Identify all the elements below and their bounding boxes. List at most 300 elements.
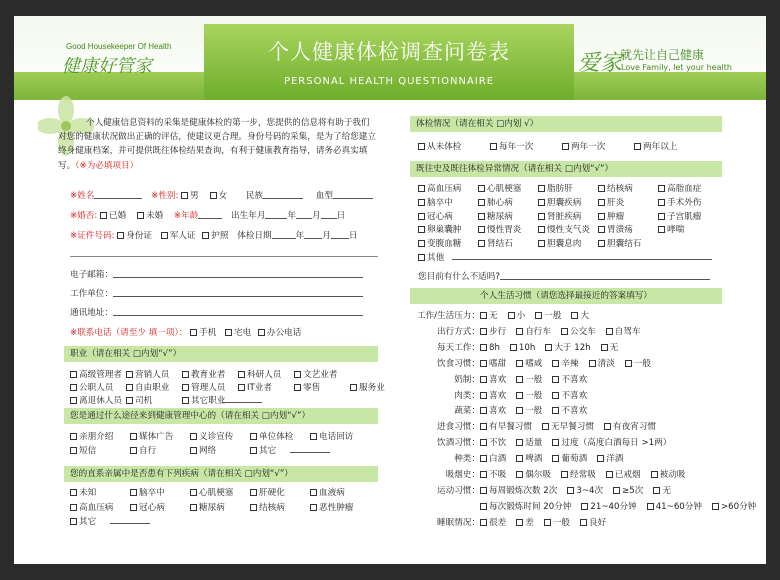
- checkbox-option[interactable]: [310, 501, 353, 513]
- checkbox-icon[interactable]: [598, 199, 605, 206]
- checkbox-option[interactable]: [712, 500, 756, 512]
- checkbox-icon[interactable]: [190, 489, 197, 496]
- birth-day-field[interactable]: [321, 210, 337, 219]
- ethnicity-field[interactable]: [263, 190, 303, 199]
- checkbox-option[interactable]: [250, 501, 285, 513]
- checkbox-icon[interactable]: [516, 455, 523, 462]
- checkbox-option[interactable]: [598, 182, 633, 194]
- birth-year-field[interactable]: [265, 210, 287, 219]
- checkbox-option[interactable]: [480, 468, 506, 480]
- checkbox-option[interactable]: [598, 196, 624, 208]
- checkbox-icon[interactable]: [190, 447, 197, 454]
- checkbox-icon[interactable]: [100, 212, 107, 219]
- checkbox-icon[interactable]: [658, 213, 665, 220]
- checkbox-option[interactable]: [250, 486, 285, 498]
- checkbox-icon[interactable]: [478, 240, 485, 247]
- checkbox-icon[interactable]: [190, 504, 197, 511]
- habit-row: [410, 452, 633, 464]
- checkbox-option[interactable]: [480, 436, 506, 448]
- checkbox-option[interactable]: [480, 452, 506, 464]
- checkbox-icon[interactable]: [480, 503, 487, 510]
- male-option[interactable]: 男: [181, 189, 199, 201]
- habit-row: [410, 404, 597, 416]
- checkbox-icon[interactable]: [182, 384, 189, 391]
- checkbox-option[interactable]: [658, 182, 701, 194]
- option-label: 零售: [303, 383, 321, 393]
- checkbox-icon[interactable]: [418, 254, 425, 261]
- checkbox-icon[interactable]: [478, 213, 485, 220]
- checkbox-option[interactable]: [238, 368, 281, 380]
- checkbox-option[interactable]: [490, 140, 533, 152]
- checkbox-option[interactable]: [561, 468, 596, 480]
- checkbox-icon[interactable]: [589, 360, 596, 367]
- checkbox-option[interactable]: [516, 357, 542, 369]
- passport-option[interactable]: 护照: [202, 229, 228, 241]
- checkbox-icon[interactable]: [480, 392, 487, 399]
- checkbox-option[interactable]: [480, 404, 506, 416]
- checkbox-option[interactable]: [126, 368, 169, 380]
- checkbox-icon[interactable]: [598, 213, 605, 220]
- checkbox-icon[interactable]: [538, 199, 545, 206]
- address-field[interactable]: [113, 307, 363, 316]
- habit-row: [410, 325, 651, 337]
- checkbox-option[interactable]: [606, 468, 641, 480]
- option-label: 大于 12h: [554, 342, 591, 353]
- checkbox-icon[interactable]: [581, 503, 588, 510]
- checkbox-icon[interactable]: [418, 213, 425, 220]
- checkbox-option[interactable]: [480, 389, 506, 401]
- option-label: 白酒: [489, 454, 507, 465]
- checkbox-option[interactable]: [601, 341, 619, 353]
- option-label: 良好: [589, 517, 607, 528]
- checkbox-icon[interactable]: [480, 376, 487, 383]
- checkbox-icon[interactable]: [510, 344, 517, 351]
- habit-label: 奶制：: [454, 374, 480, 385]
- email-label: 电子邮箱：: [70, 270, 113, 280]
- checkbox-icon[interactable]: [70, 518, 77, 525]
- checkbox-option[interactable]: [613, 484, 643, 496]
- checkbox-icon[interactable]: [181, 192, 188, 199]
- checkbox-icon[interactable]: [70, 384, 77, 391]
- checkbox-icon[interactable]: [418, 185, 425, 192]
- checkbox-icon[interactable]: [478, 226, 485, 233]
- home-phone-option[interactable]: 宅电: [225, 326, 251, 338]
- checkbox-option[interactable]: [516, 389, 542, 401]
- required-note: （※为必填项目）: [75, 160, 139, 171]
- checkbox-icon[interactable]: [653, 487, 660, 494]
- checkbox-option[interactable]: [658, 196, 701, 208]
- checkbox-icon[interactable]: [70, 371, 77, 378]
- checkbox-option[interactable]: [310, 430, 353, 442]
- checkbox-icon[interactable]: [190, 433, 197, 440]
- checkbox-icon[interactable]: [310, 433, 317, 440]
- checkbox-option[interactable]: [653, 484, 671, 496]
- checkbox-icon[interactable]: [542, 423, 549, 430]
- checkbox-option[interactable]: [478, 223, 521, 235]
- officer-card-option[interactable]: 军人证: [161, 229, 196, 241]
- checkbox-icon[interactable]: [552, 376, 559, 383]
- checkbox-icon[interactable]: [480, 487, 487, 494]
- checkbox-option[interactable]: [478, 196, 513, 208]
- checkbox-icon[interactable]: [130, 447, 137, 454]
- checkbox-icon[interactable]: [480, 471, 487, 478]
- checkbox-option[interactable]: [418, 237, 461, 249]
- checkbox-icon[interactable]: [552, 407, 559, 414]
- checkbox-option[interactable]: [580, 516, 606, 528]
- id-card-option[interactable]: 身份证: [117, 229, 152, 241]
- checkbox-option[interactable]: [552, 373, 587, 385]
- checkbox-option[interactable]: [418, 210, 453, 222]
- checkbox-option[interactable]: [130, 501, 165, 513]
- other-fill-line[interactable]: [222, 394, 262, 403]
- checkbox-icon[interactable]: [480, 407, 487, 414]
- checkbox-option[interactable]: [598, 210, 624, 222]
- checkbox-option[interactable]: [562, 140, 605, 152]
- checkbox-icon[interactable]: [161, 232, 168, 239]
- checkbox-option[interactable]: [130, 444, 156, 456]
- checkbox-icon[interactable]: [130, 433, 137, 440]
- checkbox-icon[interactable]: [190, 329, 197, 336]
- checkbox-icon[interactable]: [182, 397, 189, 404]
- other-fill-line[interactable]: [110, 515, 150, 524]
- checkbox-option[interactable]: [552, 404, 587, 416]
- checkbox-option[interactable]: [552, 357, 578, 369]
- intro-text: 个人健康信息资料的采集是健康体检的第一步，您提供的信息将有助于我们对您的健康状况做出正确的评估，使建议更合理。身份号码的采集，是为了给您建立终身健康档案，并可提供既往体检结果查询，有利于健康教育指导，请务必真实填写。: [58, 118, 376, 171]
- checkbox-icon[interactable]: [294, 384, 301, 391]
- checkbox-option[interactable]: [516, 436, 542, 448]
- checkbox-icon[interactable]: [418, 226, 425, 233]
- checkbox-option[interactable]: [480, 343, 500, 353]
- checkbox-option[interactable]: [516, 325, 551, 337]
- checkbox-option[interactable]: [190, 501, 225, 513]
- checkbox-icon[interactable]: [538, 213, 545, 220]
- checkbox-icon[interactable]: [606, 471, 613, 478]
- checkbox-icon[interactable]: [130, 489, 137, 496]
- checkbox-icon[interactable]: [561, 328, 568, 335]
- checkbox-icon[interactable]: [182, 371, 189, 378]
- checkbox-option[interactable]: [190, 444, 216, 456]
- checkbox-icon[interactable]: [545, 344, 552, 351]
- checkbox-option[interactable]: [478, 182, 521, 194]
- checkbox-option[interactable]: [589, 357, 615, 369]
- exam-year-field[interactable]: [272, 230, 296, 239]
- checkbox-option[interactable]: [544, 516, 570, 528]
- checkbox-icon[interactable]: [567, 487, 574, 494]
- checkbox-option[interactable]: [480, 325, 506, 337]
- checkbox-icon[interactable]: [634, 143, 641, 150]
- checkbox-option[interactable]: [516, 516, 534, 528]
- checkbox-icon[interactable]: [418, 199, 425, 206]
- mobile-option[interactable]: 手机: [190, 326, 216, 338]
- checkbox-option[interactable]: [480, 484, 557, 496]
- checkbox-option[interactable]: [598, 237, 641, 249]
- checkbox-icon[interactable]: [516, 471, 523, 478]
- checkbox-icon[interactable]: [604, 423, 611, 430]
- checkbox-icon[interactable]: [647, 503, 654, 510]
- checkbox-icon[interactable]: [625, 360, 632, 367]
- checkbox-icon[interactable]: [137, 212, 144, 219]
- option-label: 不饮: [489, 438, 507, 449]
- checkbox-option[interactable]: [647, 500, 702, 512]
- option-label: 冠心病: [139, 502, 165, 513]
- checkbox-icon[interactable]: [597, 455, 604, 462]
- checkbox-option[interactable]: [70, 381, 113, 393]
- checkbox-option[interactable]: [516, 404, 542, 416]
- checkbox-icon[interactable]: [658, 226, 665, 233]
- checkbox-icon[interactable]: [606, 328, 613, 335]
- checkbox-icon[interactable]: [350, 384, 357, 391]
- checkbox-icon[interactable]: [258, 329, 265, 336]
- checkbox-option[interactable]: [508, 309, 526, 321]
- checkbox-option[interactable]: [238, 381, 272, 393]
- other-fill-line[interactable]: [290, 444, 330, 453]
- checkbox-icon[interactable]: [516, 360, 523, 367]
- checkbox-icon[interactable]: [516, 392, 523, 399]
- checkbox-option[interactable]: [538, 210, 581, 222]
- checkbox-option[interactable]: [606, 325, 641, 337]
- checkbox-option[interactable]: [658, 223, 684, 235]
- checkbox-option[interactable]: [190, 486, 233, 498]
- checkbox-icon[interactable]: [538, 240, 545, 247]
- checkbox-option[interactable]: [538, 237, 581, 249]
- checkbox-icon[interactable]: [70, 447, 77, 454]
- checkbox-icon[interactable]: [70, 433, 77, 440]
- checkbox-option[interactable]: [130, 430, 173, 442]
- checkbox-option[interactable]: [250, 444, 276, 456]
- checkbox-icon[interactable]: [480, 328, 487, 335]
- female-option[interactable]: 女: [210, 189, 228, 201]
- checkbox-option[interactable]: [310, 486, 345, 498]
- checkbox-icon[interactable]: [535, 312, 542, 319]
- habit-row: [410, 420, 666, 432]
- option-label: 一般: [633, 358, 652, 369]
- checkbox-option[interactable]: [561, 325, 596, 337]
- checkbox-option[interactable]: [478, 237, 513, 249]
- checkbox-icon[interactable]: [480, 439, 487, 446]
- option-label: 有夜宵习惯: [612, 422, 656, 433]
- checkbox-option[interactable]: [552, 452, 587, 464]
- checkbox-icon[interactable]: [480, 344, 487, 351]
- checkbox-icon[interactable]: [571, 312, 578, 319]
- checkbox-icon[interactable]: [480, 519, 487, 526]
- checkbox-icon[interactable]: [126, 397, 133, 404]
- exam-month-field[interactable]: [304, 230, 322, 239]
- checkbox-option[interactable]: [182, 394, 225, 406]
- checkbox-option[interactable]: [538, 182, 573, 194]
- checkbox-icon[interactable]: [250, 447, 257, 454]
- checkbox-option[interactable]: [545, 341, 590, 353]
- checkbox-option[interactable]: [552, 436, 671, 448]
- checkbox-option[interactable]: [294, 381, 320, 393]
- birth-month-field[interactable]: [296, 210, 312, 219]
- checkbox-icon[interactable]: [516, 439, 523, 446]
- checkbox-icon[interactable]: [70, 397, 77, 404]
- checkbox-option[interactable]: [567, 484, 603, 496]
- checkbox-option[interactable]: [538, 196, 581, 208]
- channel-section-header: 您是通过什么途径来到健康管理中心的（请在相关 □内划“√”）: [64, 408, 378, 424]
- checkbox-option[interactable]: [182, 368, 225, 380]
- checkbox-option[interactable]: [480, 309, 498, 321]
- checkbox-option[interactable]: [538, 223, 590, 235]
- checkbox-icon[interactable]: [480, 360, 487, 367]
- checkbox-icon[interactable]: [70, 504, 77, 511]
- option-label: 肺心病: [487, 197, 513, 208]
- checkbox-icon[interactable]: [598, 185, 605, 192]
- checkbox-option[interactable]: [70, 430, 113, 442]
- checkbox-icon[interactable]: [598, 240, 605, 247]
- option-label: 从未体检: [427, 142, 462, 152]
- checkbox-icon[interactable]: [516, 328, 523, 335]
- checkbox-icon[interactable]: [126, 384, 133, 391]
- checkbox-option[interactable]: [418, 223, 461, 235]
- checkbox-icon[interactable]: [225, 329, 232, 336]
- email-row: [70, 268, 363, 280]
- checkbox-icon[interactable]: [658, 199, 665, 206]
- unmarried-option[interactable]: 未婚: [137, 209, 163, 221]
- checkbox-icon[interactable]: [490, 143, 497, 150]
- checkbox-icon[interactable]: [613, 487, 620, 494]
- checkbox-icon[interactable]: [210, 192, 217, 199]
- checkbox-option[interactable]: [418, 196, 453, 208]
- checkbox-option[interactable]: [510, 343, 535, 353]
- checkbox-icon[interactable]: [598, 226, 605, 233]
- checkbox-option[interactable]: [418, 140, 461, 152]
- checkbox-icon[interactable]: [552, 455, 559, 462]
- checkbox-icon[interactable]: [480, 312, 487, 319]
- age-field[interactable]: [198, 210, 222, 219]
- checkbox-option[interactable]: [70, 486, 96, 498]
- checkbox-option[interactable]: [597, 452, 623, 464]
- checkbox-icon[interactable]: [516, 519, 523, 526]
- checkbox-option[interactable]: [126, 381, 169, 393]
- checkbox-icon[interactable]: [250, 433, 257, 440]
- checkbox-icon[interactable]: [130, 504, 137, 511]
- checkbox-icon[interactable]: [552, 439, 559, 446]
- checkbox-option[interactable]: [294, 368, 337, 380]
- checkbox-icon[interactable]: [538, 185, 545, 192]
- checkbox-option[interactable]: [516, 468, 551, 480]
- checkbox-option[interactable]: [516, 373, 542, 385]
- checkbox-icon[interactable]: [310, 504, 317, 511]
- checkbox-option[interactable]: [70, 368, 122, 380]
- office-phone-option[interactable]: 办公电话: [258, 326, 301, 338]
- checkbox-icon[interactable]: [552, 360, 559, 367]
- checkbox-icon[interactable]: [310, 489, 317, 496]
- checkbox-icon[interactable]: [238, 371, 245, 378]
- checkbox-option[interactable]: [651, 468, 686, 480]
- checkbox-icon[interactable]: [516, 407, 523, 414]
- checkbox-icon[interactable]: [658, 185, 665, 192]
- option-label: 适量: [525, 438, 543, 449]
- checkbox-option[interactable]: [70, 444, 96, 456]
- checkbox-option[interactable]: [70, 394, 122, 406]
- checkbox-option[interactable]: [480, 420, 532, 432]
- checkbox-option[interactable]: [130, 486, 165, 498]
- checkbox-option[interactable]: [70, 501, 113, 513]
- blood-type-field[interactable]: [333, 190, 373, 199]
- checkbox-icon[interactable]: [238, 384, 245, 391]
- checkbox-icon[interactable]: [601, 344, 608, 351]
- checkbox-icon[interactable]: [478, 185, 485, 192]
- checkbox-icon[interactable]: [250, 489, 257, 496]
- checkbox-option[interactable]: [516, 452, 542, 464]
- option-label: 一般: [525, 390, 543, 401]
- checkbox-option[interactable]: [480, 357, 506, 369]
- uncomfortable-field[interactable]: [500, 271, 710, 280]
- checkbox-option[interactable]: [598, 223, 633, 235]
- checkbox-option[interactable]: [552, 389, 587, 401]
- email-field[interactable]: [113, 269, 363, 278]
- checkbox-icon[interactable]: [562, 143, 569, 150]
- checkbox-icon[interactable]: [478, 199, 485, 206]
- checkbox-option[interactable]: [350, 381, 385, 393]
- checkbox-icon[interactable]: [552, 392, 559, 399]
- checkbox-option[interactable]: [190, 430, 233, 442]
- checkbox-option[interactable]: [182, 381, 225, 393]
- married-option[interactable]: 已婚: [100, 209, 126, 221]
- checkbox-icon[interactable]: [418, 240, 425, 247]
- option-label: 每次锻炼时间 20分钟: [489, 501, 572, 512]
- checkbox-option[interactable]: [542, 420, 594, 432]
- checkbox-option[interactable]: [604, 420, 656, 432]
- checkbox-icon[interactable]: [250, 504, 257, 511]
- checkbox-option[interactable]: [625, 357, 651, 369]
- exam-day-field[interactable]: [331, 230, 349, 239]
- checkbox-icon[interactable]: [480, 455, 487, 462]
- checkbox-option[interactable]: [535, 309, 561, 321]
- checkbox-icon[interactable]: [516, 376, 523, 383]
- checkbox-option[interactable]: [418, 251, 444, 263]
- checkbox-option[interactable]: [571, 309, 589, 321]
- work-field[interactable]: [113, 288, 363, 297]
- day-label: 日: [348, 231, 358, 241]
- checkbox-option[interactable]: [581, 500, 636, 512]
- checkbox-icon[interactable]: [70, 489, 77, 496]
- blank-line[interactable]: [70, 256, 378, 257]
- checkbox-option[interactable]: [126, 394, 152, 406]
- checkbox-icon[interactable]: [561, 471, 568, 478]
- other-fill-line[interactable]: [452, 251, 712, 260]
- checkbox-icon[interactable]: [418, 143, 425, 150]
- checkbox-icon[interactable]: [580, 519, 587, 526]
- name-field[interactable]: [94, 190, 142, 199]
- checkbox-option[interactable]: [480, 516, 506, 528]
- checkbox-icon[interactable]: [126, 371, 133, 378]
- checkbox-option[interactable]: [250, 430, 293, 442]
- exam-date-label: 体检日期: [237, 231, 272, 241]
- checkbox-icon[interactable]: [651, 471, 658, 478]
- marital-label: ※婚否:: [70, 211, 98, 221]
- checkbox-icon[interactable]: [202, 232, 209, 239]
- checkbox-icon[interactable]: [294, 371, 301, 378]
- checkbox-icon[interactable]: [712, 503, 719, 510]
- option-label: 很差: [489, 517, 507, 528]
- habit-row: [410, 468, 695, 480]
- checkbox-option[interactable]: [478, 210, 513, 222]
- checkbox-option[interactable]: [658, 210, 701, 222]
- checkbox-icon[interactable]: [480, 423, 487, 430]
- checkbox-option[interactable]: [480, 373, 506, 385]
- checkbox-icon[interactable]: [508, 312, 515, 319]
- checkbox-icon[interactable]: [538, 226, 545, 233]
- checkbox-option[interactable]: [480, 500, 571, 512]
- checkbox-icon[interactable]: [544, 519, 551, 526]
- checkbox-option[interactable]: [634, 140, 677, 152]
- love-family-logo: 爱家: [578, 50, 623, 75]
- checkbox-icon[interactable]: [117, 232, 124, 239]
- checkbox-option[interactable]: [418, 182, 461, 194]
- checkbox-option[interactable]: [70, 515, 96, 527]
